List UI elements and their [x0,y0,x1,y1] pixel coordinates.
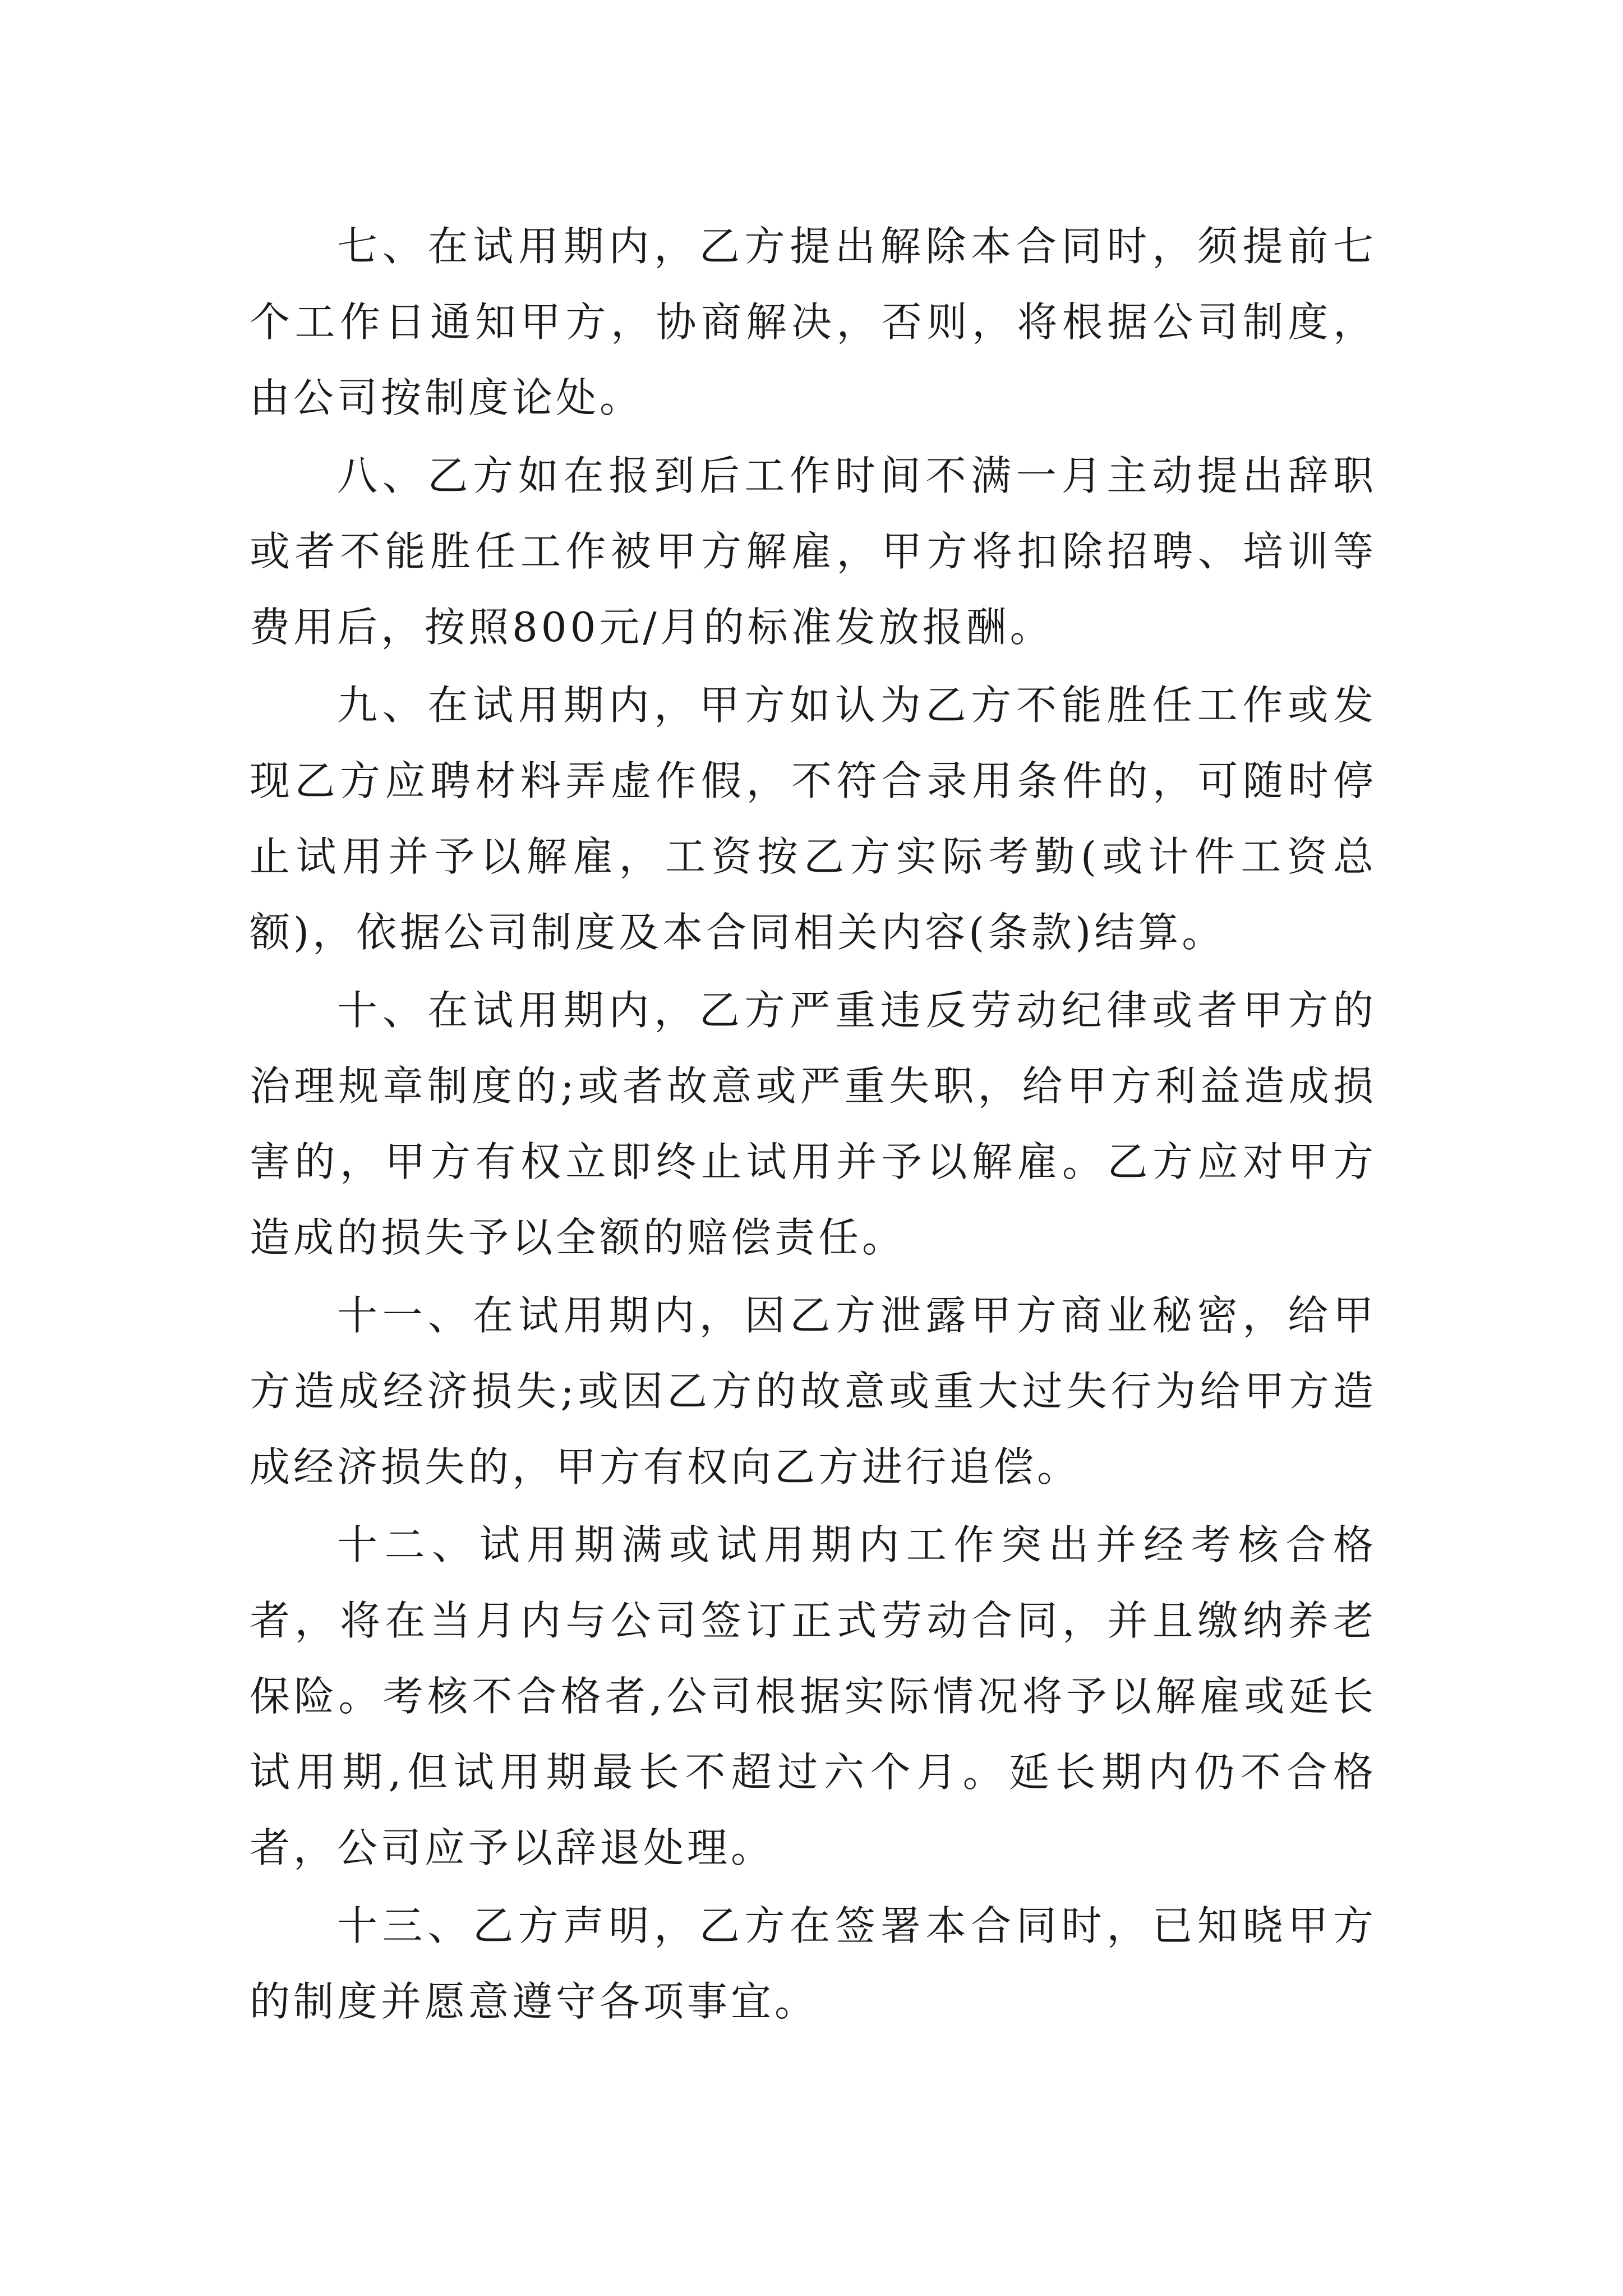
document-body [250,209,1377,2042]
clause-7: 七、在试用期内，乙方提出解除本合同时，须提前七个工作日通知甲方，协商解决，否则，将根据公司制度，由公司按制度论处。 [250,223,1377,421]
clause-9: 九、在试用期内，甲方如认为乙方不能胜任工作或发现乙方应聘材料弄虚作假，不符合录用条件的，可随时停止试用并予以解雇，工资按乙方实际考勤(或计件工资总额)，依据公司制度及本合同相关内容(条款)结算。 [250,682,1377,956]
clause-10: 十、在试用期内，乙方严重违反劳动纪律或者甲方的治理规章制度的;或者故意或严重失职，给甲方利益造成损害的，甲方有权立即终止试用并予以解雇。乙方应对甲方造成的损失予以全额的赔偿责任。 [250,987,1377,1261]
clause-13: 十三、乙方声明，乙方在签署本合同时，已知晓甲方的制度并愿意遵守各项事宜。 [250,1902,1377,2025]
clause-11: 十一、在试用期内，因乙方泄露甲方商业秘密，给甲方造成经济损失;或因乙方的故意或重大过失行为给甲方造成经济损失的，甲方有权向乙方进行追偿。 [250,1292,1377,1490]
clause-8: 八、乙方如在报到后工作时间不满一月主动提出辞职或者不能胜任工作被甲方解雇，甲方将扣除招聘、培训等费用后，按照800元/月的标准发放报酬。 [250,452,1377,651]
clause-12: 十二、试用期满或试用期内工作突出并经考核合格者，将在当月内与公司签订正式劳动合同，并且缴纳养老保险。考核不合格者,公司根据实际情况将予以解雇或延长试用期,但试用期最长不超过六个月。延长期内仍不合格者，公司应予以辞退处理。 [250,1521,1377,1871]
